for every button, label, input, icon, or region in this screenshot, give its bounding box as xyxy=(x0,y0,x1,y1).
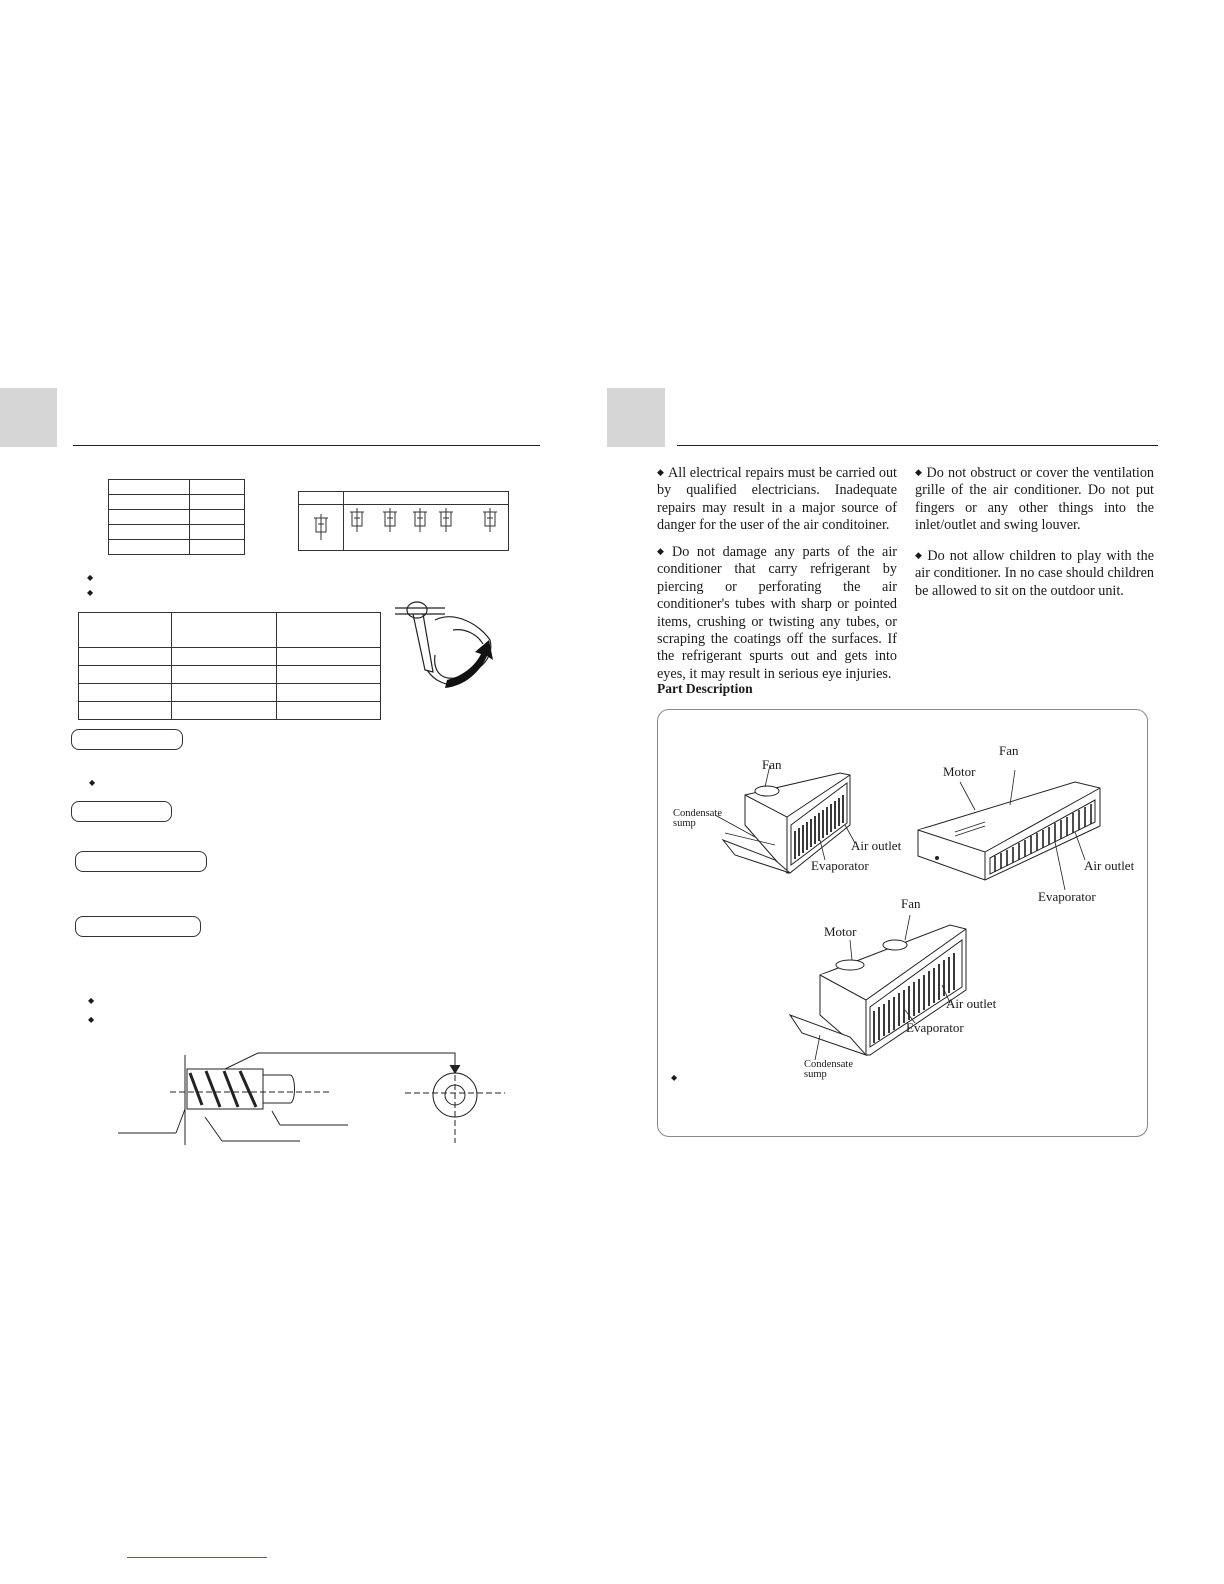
fig3-evaporator-label: Evaporator xyxy=(906,1020,964,1035)
flare-fitting-icons xyxy=(299,504,508,550)
fig1-fan-label: Fan xyxy=(762,757,782,772)
left-label-pill xyxy=(71,801,172,822)
wrench-illustration xyxy=(395,600,500,695)
fig3-sump-label: sump xyxy=(804,1069,827,1080)
fig2-air-outlet-label: Air outlet xyxy=(1084,858,1135,873)
fig3-condensate-label: Condensate xyxy=(804,1059,853,1070)
part-description-heading: Part Description xyxy=(657,681,753,696)
fig2-evaporator-label: Evaporator xyxy=(1038,889,1096,904)
bullet-dot: ◆ xyxy=(87,588,94,597)
left-header-rule xyxy=(73,445,540,446)
left-page-tab xyxy=(0,388,57,447)
left-label-pill xyxy=(75,916,201,937)
warning-electrical-repairs: ◆ All electrical repairs must be carried out by qualified electricians. Inadequate repairs may result in a major source of danger for the user of the air conditoiner. xyxy=(657,465,898,534)
bullet-dot: ◆ xyxy=(88,1015,95,1024)
bullet-dot: ◆ xyxy=(87,573,94,582)
pipe-insulation-diagram xyxy=(110,1045,510,1150)
bullet-dot: ◆ xyxy=(89,778,96,787)
bullet-dot: ◆ xyxy=(88,996,95,1005)
fig3-fan-label: Fan xyxy=(901,896,921,911)
fig3-air-outlet-label: Air outlet xyxy=(946,996,997,1011)
fig1-evaporator-label: Evaporator xyxy=(811,858,869,873)
fig2-motor-label: Motor xyxy=(943,764,976,779)
warning-refrigerant-parts: ◆ Do not damage any parts of the air conditioner that carry refrigerant by piercing or perforating the air conditioner's tubes with sharp or pointed items, crushing or twisting any tubes, or scraping the coatings off the surfaces. If the refrigerant spurts out and gets into eyes, it may result in serious eye injuries. xyxy=(657,544,897,682)
right-page-tab xyxy=(607,388,665,447)
warning-children: ◆ Do not allow children to play with the air conditioner. In no case should children be allowed to sit on the outdoor unit. xyxy=(915,548,1154,599)
fig1-condensate-label: Condensate xyxy=(673,808,722,819)
fig3-motor-label: Motor xyxy=(824,924,857,939)
right-header-rule xyxy=(677,445,1158,446)
left-label-pill xyxy=(75,851,207,872)
footer-link-underline[interactable] xyxy=(127,1557,267,1558)
unit-figure-3 xyxy=(780,915,980,1065)
torque-table xyxy=(78,612,381,720)
flare-fitting-table xyxy=(298,491,509,551)
warning-ventilation-grille: ◆ Do not obstruct or cover the ventilation grille of the air conditioner. Do not put fingers or any other things into the inlet/outlet and swing louver. xyxy=(915,465,1155,534)
left-small-table xyxy=(108,479,245,555)
bullet-dot: ◆ xyxy=(671,1073,678,1082)
fig1-sump-label: sump xyxy=(673,818,696,829)
left-label-pill xyxy=(71,729,183,750)
fig1-air-outlet-label: Air outlet xyxy=(851,838,902,853)
fig2-fan-label: Fan xyxy=(999,743,1019,758)
